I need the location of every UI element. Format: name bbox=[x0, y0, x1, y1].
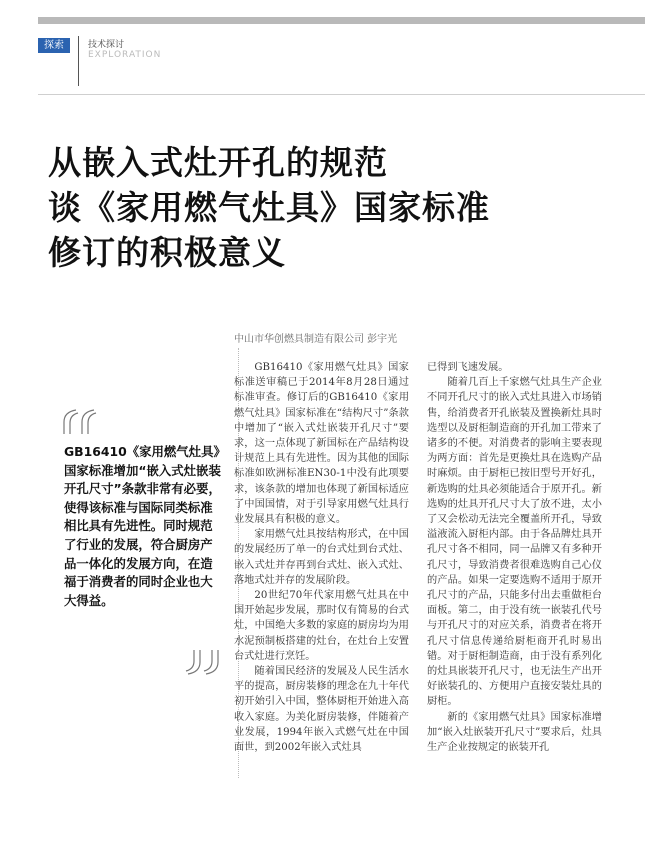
paragraph: 已得到飞速发展。 bbox=[427, 362, 509, 373]
section-title-cn: 技术探讨 bbox=[88, 40, 125, 50]
title-line-3: 修订的积极意义 bbox=[48, 233, 286, 272]
paragraph: 随着几百上千家燃气灶具生产企业不同开孔尺寸的嵌入式灶具进入市场销售，给消费者开孔嵌装及置换新灶具时选型以及厨柜制造商的开孔加工带来了诸多的不便。对消费者的影响主要表现为两方面：首先是更换灶具在选购产品时麻烦。由于厨柜已按旧型号开好孔，新选购的灶具必须能适合于原开孔。新选购的灶具开孔尺寸大了放不进，太小了又会松动无法完全覆盖所开孔，导致溢液流入厨柜内部。由于各品牌灶具开孔尺寸各不相同，同一品牌又有多种开孔尺寸，导致消费者很难选购自己心仪的产品。如果一定要选购不适用于原开孔尺寸的产品，只能多付出去重做柜台面板。第二，由于没有统一嵌装孔代号与开孔尺寸的对应关系，消费者在将开孔尺寸信息传递给厨柜商开孔时易出错。对于厨柜制造商，由于没有系列化的灶具嵌装开孔尺寸，也无法生产出开好嵌装孔的、方便用户直接安装灶具的厨柜。 bbox=[427, 377, 602, 708]
close-quote-icon bbox=[180, 648, 222, 676]
title-line-2: 谈《家用燃气灶具》国家标准 bbox=[48, 188, 490, 227]
author-byline: 中山市华创燃具制造有限公司 彭宇光 bbox=[234, 334, 398, 345]
body-column-2 bbox=[427, 360, 602, 755]
paragraph: 家用燃气灶具按结构形式，在中国的发展经历了单一的台式灶到台式灶、嵌入式灶并存再到台式灶、嵌入式灶、落地式灶并存的发展阶段。 bbox=[234, 529, 409, 586]
section-tag: 探索 bbox=[38, 38, 70, 53]
title-line-1: 从嵌入式灶开孔的规范 bbox=[48, 143, 388, 182]
paragraph: 新的《家用燃气灶具》国家标准增加“嵌入灶嵌装开孔尺寸”要求后，灶具生产企业按规定的嵌装开孔 bbox=[427, 711, 602, 754]
top-gray-bar bbox=[38, 17, 645, 24]
open-quote-icon bbox=[60, 408, 102, 436]
paragraph: 20世纪70年代家用燃气灶具在中国开始起步发展，那时仅有简易的台式灶，中国绝大多数的家庭的厨房均为用水泥预制板搭建的灶台，在灶台上安置台式灶进行烹饪。 bbox=[234, 590, 409, 662]
pull-quote: GB16410《家用燃气灶具》国家标准增加“嵌入式灶嵌装开孔尺寸”条款非常有必要，使得该标准与国际同类标准相比具有先进性。同时规范了行业的发展，符合厨房产品一体化的发展方向，在造福于消费者的同时企业也大大得益。 bbox=[64, 444, 221, 608]
paragraph: 随着国民经济的发展及人民生活水平的提高，厨房装修的理念在九十年代初开始引入中国，整体厨柜开始进入高收入家庭。为美化厨房装修，伴随着产业发展，1994年嵌入式燃气灶在中国面世，到2002年嵌入式灶具 bbox=[234, 666, 409, 754]
body-column-1 bbox=[234, 360, 409, 755]
paragraph: GB16410《家用燃气灶具》国家标准送审稿已于2014年8月28日通过标准审查。修订后的GB16410《家用燃气灶具》国家标准在“结构尺寸”条款中增加了“嵌入式灶嵌装开孔尺寸”要求，这一点体现了新国标在产品结构设计规范上具有先进性。因为其他的国际标准如欧洲标准EN30-1中没有此项要求，该条款的增加也体现了新国标适应了中国国情，对于引导家用燃气灶具行业发展具有积极的意义。 bbox=[234, 362, 409, 526]
section-title-en: EXPLORATION bbox=[88, 50, 162, 60]
header-rule bbox=[38, 94, 645, 95]
article-title bbox=[48, 140, 638, 275]
header-divider bbox=[78, 36, 79, 86]
